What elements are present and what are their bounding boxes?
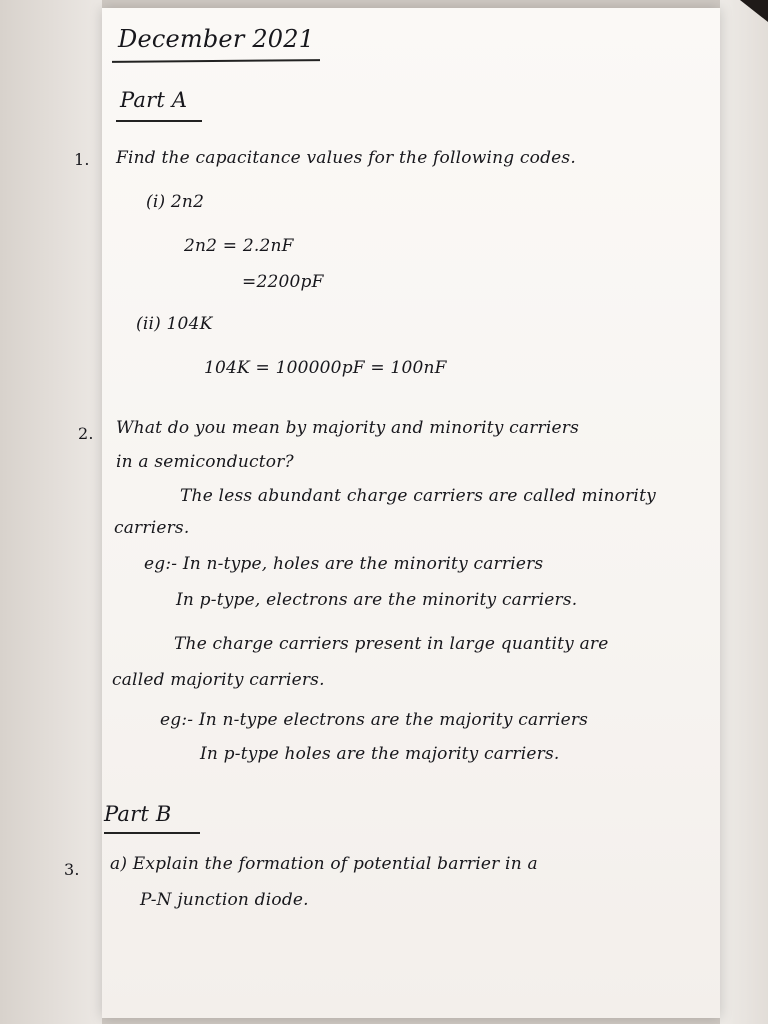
q3-question-line2: P-N junction diode. <box>140 890 309 910</box>
q2-answer-line7: eg:- In n-type electrons are the majority carriers <box>160 710 589 730</box>
q3-question-line1: a) Explain the formation of potential barrier in a <box>110 854 538 874</box>
q1-ii-label: (ii) 104K <box>136 314 213 334</box>
part-a-heading: Part A <box>120 88 188 112</box>
q2-answer-line3: eg:- In n-type, holes are the minority carriers <box>144 554 544 574</box>
q1-question: Find the capacitance values for the following codes. <box>116 148 576 168</box>
page-title: December 2021 <box>118 25 315 53</box>
q2-answer-line4: In p-type, electrons are the minority carriers. <box>176 590 578 610</box>
q2-answer-line6: called majority carriers. <box>112 670 325 690</box>
part-a-underline <box>116 120 202 122</box>
q1-ii-line1: 104K = 100000pF = 100nF <box>204 358 447 378</box>
q1-i-label: (i) 2n2 <box>146 192 205 212</box>
q2-number: 2. <box>78 424 94 443</box>
q3-number: 3. <box>64 860 80 879</box>
part-b-underline <box>104 832 200 834</box>
q2-question-line2: in a semiconductor? <box>116 452 294 472</box>
q2-answer-line1: The less abundant charge carriers are called minority <box>180 486 656 506</box>
q2-question-line1: What do you mean by majority and minority carriers <box>116 418 579 438</box>
q1-i-line2: =2200pF <box>242 272 324 292</box>
q2-answer-line2: carriers. <box>114 518 190 538</box>
q2-answer-line8: In p-type holes are the majority carriers. <box>200 744 560 764</box>
q2-answer-line5: The charge carriers present in large quantity are <box>174 634 609 654</box>
q1-i-line1: 2n2 = 2.2nF <box>184 236 294 256</box>
background-corner <box>740 0 768 22</box>
part-b-heading: Part B <box>104 802 172 826</box>
q1-number: 1. <box>74 150 90 169</box>
background-right <box>720 0 768 1024</box>
